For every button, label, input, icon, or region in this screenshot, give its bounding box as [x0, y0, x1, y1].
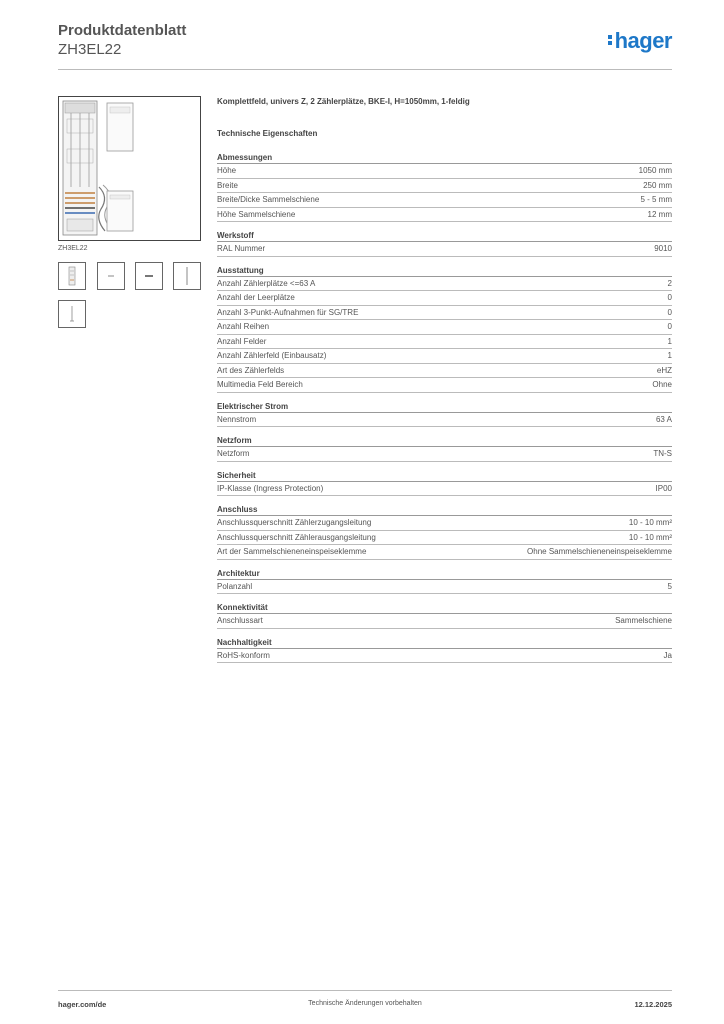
property-section [217, 505, 672, 560]
property-row [217, 306, 672, 321]
side-view-icon [174, 263, 200, 289]
property-row [217, 649, 672, 664]
thumbnail-2[interactable] [97, 262, 125, 290]
logo-text: hager [614, 28, 672, 53]
section-heading: Netzform [217, 436, 672, 447]
property-row [217, 545, 672, 560]
page-footer [58, 990, 672, 1016]
property-label: Höhe [217, 166, 237, 175]
property-label: RAL Nummer [217, 244, 266, 253]
property-label: Anzahl Felder [217, 336, 267, 346]
section-heading: Werkstoff [217, 231, 672, 242]
property-value: 1 [667, 336, 672, 346]
property-row [217, 335, 672, 350]
property-label: Anzahl Reihen [217, 322, 270, 331]
section-heading: Elektrischer Strom [217, 402, 672, 413]
property-row [217, 482, 672, 497]
property-value: 0 [667, 293, 672, 302]
property-value: TN-S [653, 449, 672, 458]
property-label: Höhe Sammelschiene [217, 209, 296, 219]
footer-website-link[interactable]: hager.com/de [58, 1000, 107, 1009]
section-heading: Konnektivität [217, 603, 672, 614]
property-row [217, 242, 672, 257]
front-view-icon [98, 263, 124, 289]
property-section [217, 231, 672, 257]
property-label: Anzahl 3-Punkt-Aufnahmen für SG/TRE [217, 307, 359, 317]
property-value: 0 [667, 322, 672, 331]
section-heading: Abmessungen [217, 153, 672, 164]
property-row [217, 580, 672, 595]
section-heading: Sicherheit [217, 471, 672, 482]
property-value: IP00 [655, 483, 672, 493]
property-row [217, 413, 672, 428]
property-value: 10 - 10 mm² [628, 532, 672, 542]
property-row [217, 164, 672, 179]
hager-logo [608, 28, 672, 54]
property-row [217, 291, 672, 306]
footer-date: 12.12.2025 [634, 1000, 672, 1009]
property-section [217, 569, 672, 595]
property-label: Polanzahl [217, 581, 253, 591]
product-view-icon [59, 263, 85, 289]
technical-properties-heading: Technische Eigenschaften [217, 129, 318, 138]
product-code: ZH3EL22 [58, 41, 122, 58]
section-heading: Architektur [217, 569, 672, 580]
property-label: Breite/Dicke Sammelschiene [217, 195, 320, 204]
product-description: Komplettfeld, univers Z, 2 Zählerplätze, BKE-I, H=1050mm, 1-feldig [217, 97, 470, 106]
thumbnail-1[interactable] [58, 262, 86, 290]
property-label: Nennstrom [217, 414, 257, 424]
property-section [217, 436, 672, 462]
property-label: Anzahl Zählerplätze <=63 A [217, 278, 316, 288]
property-label: Anschlussquerschnitt Zählerausgangsleitung [217, 532, 376, 542]
property-value: eHZ [656, 365, 672, 375]
property-label: RoHS-konform [217, 650, 270, 660]
property-row [217, 516, 672, 531]
property-value: 5 [667, 581, 672, 591]
detail-view-icon [59, 301, 85, 327]
section-heading: Anschluss [217, 505, 672, 516]
property-section [217, 153, 672, 222]
page-header [58, 20, 672, 70]
property-value: 5 - 5 mm [640, 195, 672, 204]
section-heading: Nachhaltigkeit [217, 638, 672, 649]
property-row [217, 349, 672, 364]
property-value: 1050 mm [638, 166, 672, 175]
property-value: 0 [667, 307, 672, 317]
property-section [217, 266, 672, 393]
property-value: 1 [667, 351, 672, 360]
property-row [217, 378, 672, 393]
property-label: Netzform [217, 449, 250, 458]
property-label: Anschlussquerschnitt Zählerzugangsleitung [217, 518, 372, 527]
property-value: Ja [663, 650, 672, 660]
property-section [217, 638, 672, 664]
property-row [217, 614, 672, 629]
property-value: Ohne [652, 380, 672, 389]
thumbnail-4[interactable] [173, 262, 201, 290]
property-section [217, 471, 672, 497]
property-row [217, 208, 672, 223]
property-value: 10 - 10 mm² [628, 518, 672, 527]
property-value: 9010 [654, 244, 672, 253]
property-section [217, 603, 672, 629]
property-label: Anzahl Zählerfeld (Einbausatz) [217, 351, 327, 360]
section-heading: Ausstattung [217, 266, 672, 277]
logo-dots-icon [608, 33, 613, 47]
property-row [217, 364, 672, 379]
meter-panel-icon [59, 97, 200, 240]
property-label: Anzahl der Leerplätze [217, 293, 295, 302]
property-row [217, 193, 672, 208]
property-row [217, 531, 672, 546]
property-value: 2 [667, 278, 672, 288]
technical-content [217, 97, 672, 672]
property-row [217, 447, 672, 462]
property-value: Sammelschiene [615, 616, 672, 625]
property-value: 12 mm [647, 209, 672, 219]
property-section [217, 402, 672, 428]
document-title: Produktdatenblatt [58, 22, 187, 39]
property-value: Ohne Sammelschieneneinspeiseklemme [527, 547, 672, 556]
product-image[interactable] [58, 96, 201, 241]
property-label: Multimedia Feld Bereich [217, 380, 303, 389]
property-sections [217, 153, 672, 663]
property-value: 63 A [655, 414, 672, 424]
thumbnail-3[interactable] [135, 262, 163, 290]
property-label: Art des Zählerfelds [217, 365, 285, 375]
property-row [217, 179, 672, 194]
top-view-icon [136, 263, 162, 289]
product-image-caption: ZH3EL22 [58, 245, 88, 252]
property-value: 250 mm [643, 180, 672, 190]
property-label: Breite [217, 180, 238, 190]
property-row [217, 320, 672, 335]
property-label: IP-Klasse (Ingress Protection) [217, 483, 324, 493]
property-label: Art der Sammelschieneneinspeiseklemme [217, 547, 367, 556]
property-label: Anschlussart [217, 616, 263, 625]
thumbnail-5[interactable] [58, 300, 86, 328]
footer-note: Technische Änderungen vorbehalten [308, 1000, 422, 1007]
property-row [217, 277, 672, 292]
